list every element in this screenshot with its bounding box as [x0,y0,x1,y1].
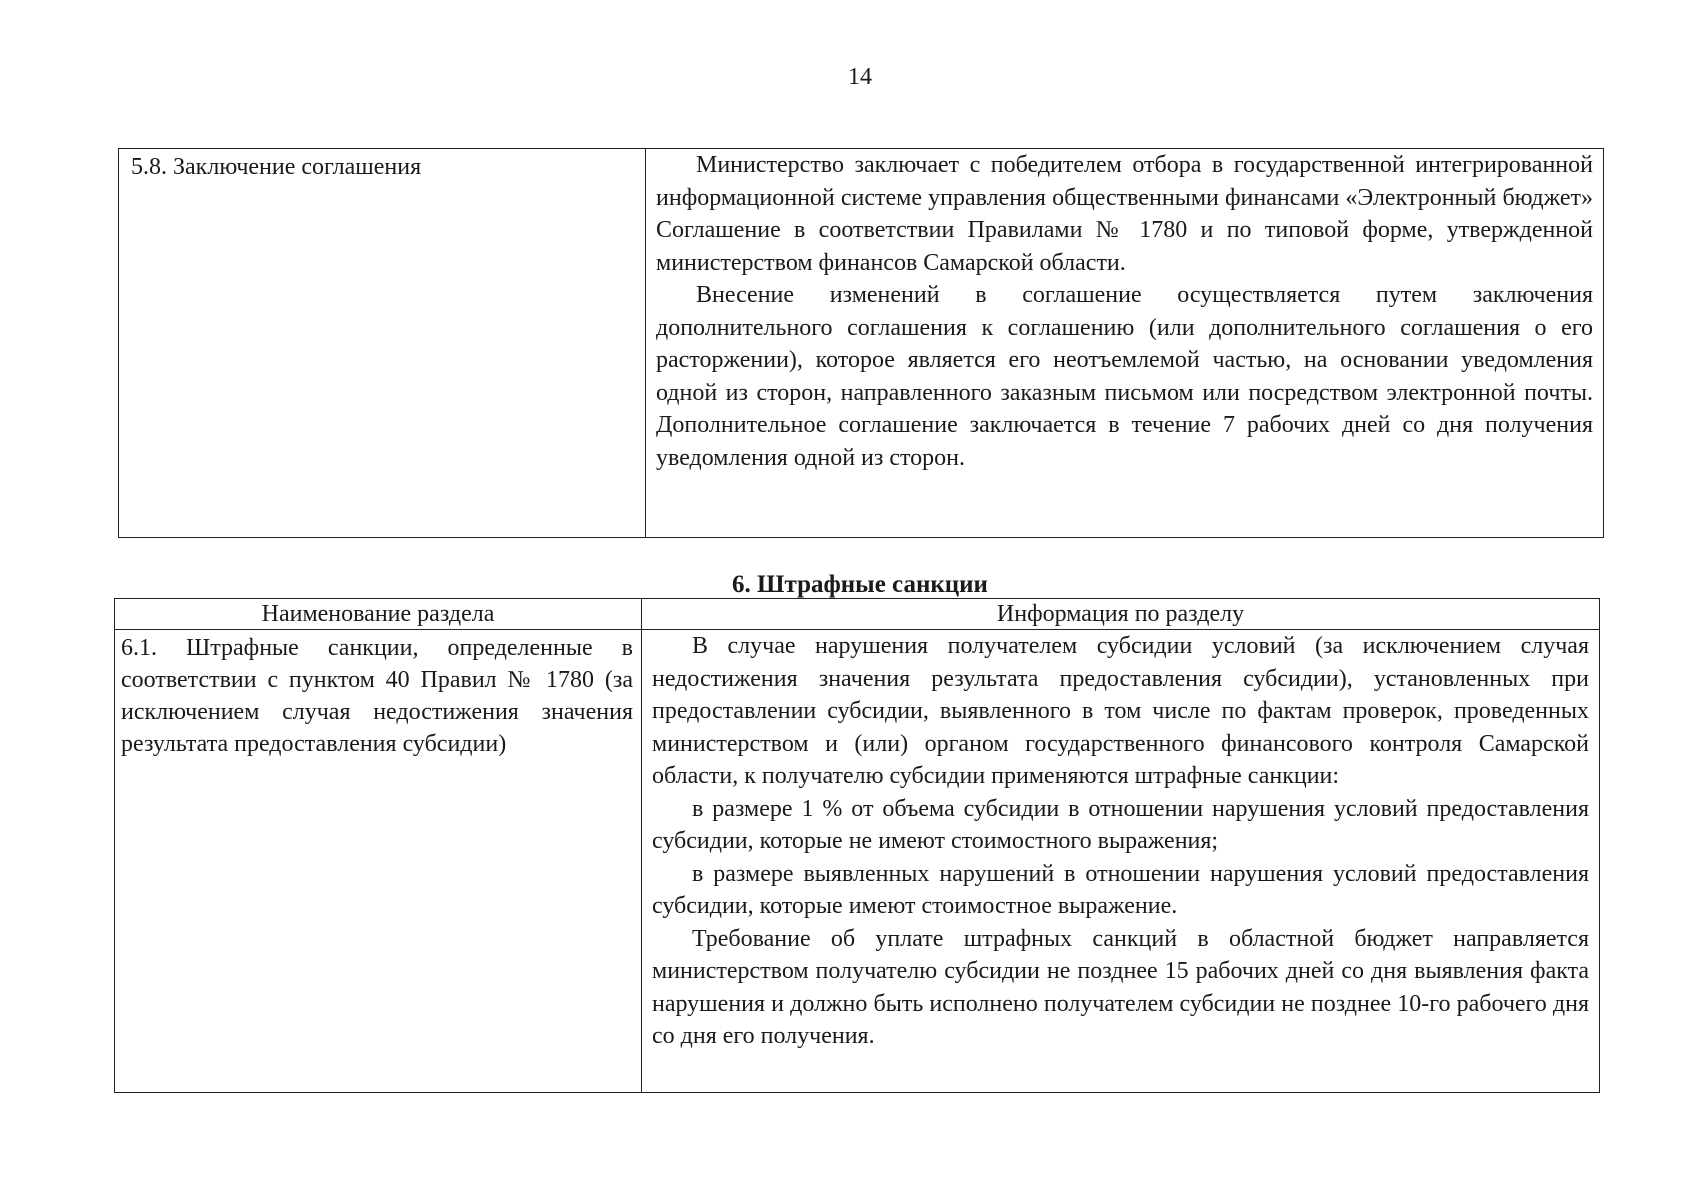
paragraph: Требование об уплате штрафных санкций в областной бюджет направляется министерством получателю субсидии не позднее 15 рабочих дней со дня выявления факта нарушения и должно быть исполнено получателем субсидии не позднее 10-го рабочего дня со дня его получения. [652,925,1589,1049]
page-number: 14 [848,64,872,90]
paragraph: Внесение изменений в соглашение осуществляется путем заключения дополнительного соглашения к соглашению (или дополнительного соглашения о его расторжении), которое является его неотъемлемой частью, на основании уведомления одной из сторон, направленного заказным письмом или посредством электронной почты. Дополнительное соглашение заключается в течение 7 рабочих дней со дня получения уведомления одной из сторон. [656,282,1593,471]
penalties-table [114,598,1600,1093]
section-name-cell [115,630,642,1093]
agreement-table [118,148,1604,538]
table-header-row [115,599,1600,630]
section-6-heading: 6. Штрафные санкции [732,571,988,598]
paragraph: В случае нарушения получателем субсидии условий (за исключением случая недостижения значения результата предоставления субсидии), установленных при предоставлении субсидии, выявленного в том числе по фактам проверок, проведенных министерством и (или) органом государственного финансового контроля Самарской области, к получателю субсидии применяются штрафные санкции: [652,633,1589,789]
table-row [115,630,1600,1093]
section-info-cell [642,630,1600,1093]
section-info-cell [646,149,1604,538]
column-header: Информация по разделу [642,599,1600,630]
paragraph: Министерство заключает с победителем отбора в государственной интегрированной информационной системе управления общественными финансами «Электронный бюджет» Соглашение в соответствии Правилами № 1780 и по типовой форме, утвержденной министерством финансов Самарской области. [656,152,1593,276]
paragraph: в размере 1 % от объема субсидии в отношении нарушения условий предоставления субсидии, которые не имеют стоимостного выражения; [652,795,1589,854]
section-name-cell [119,149,646,538]
table-row [119,149,1604,538]
section-6-1-title: 6.1. Штрафные санкции, определенные в соответствии с пунктом 40 Правил № 1780 (за исключением случая недостижения значения результата предоставления субсидии) [121,635,633,757]
section-5-8-title: 5.8. Заключение соглашения [131,154,422,180]
paragraph: в размере выявленных нарушений в отношении нарушения условий предоставления субсидии, которые имеют стоимостное выражение. [652,860,1589,919]
column-header: Наименование раздела [115,599,642,630]
